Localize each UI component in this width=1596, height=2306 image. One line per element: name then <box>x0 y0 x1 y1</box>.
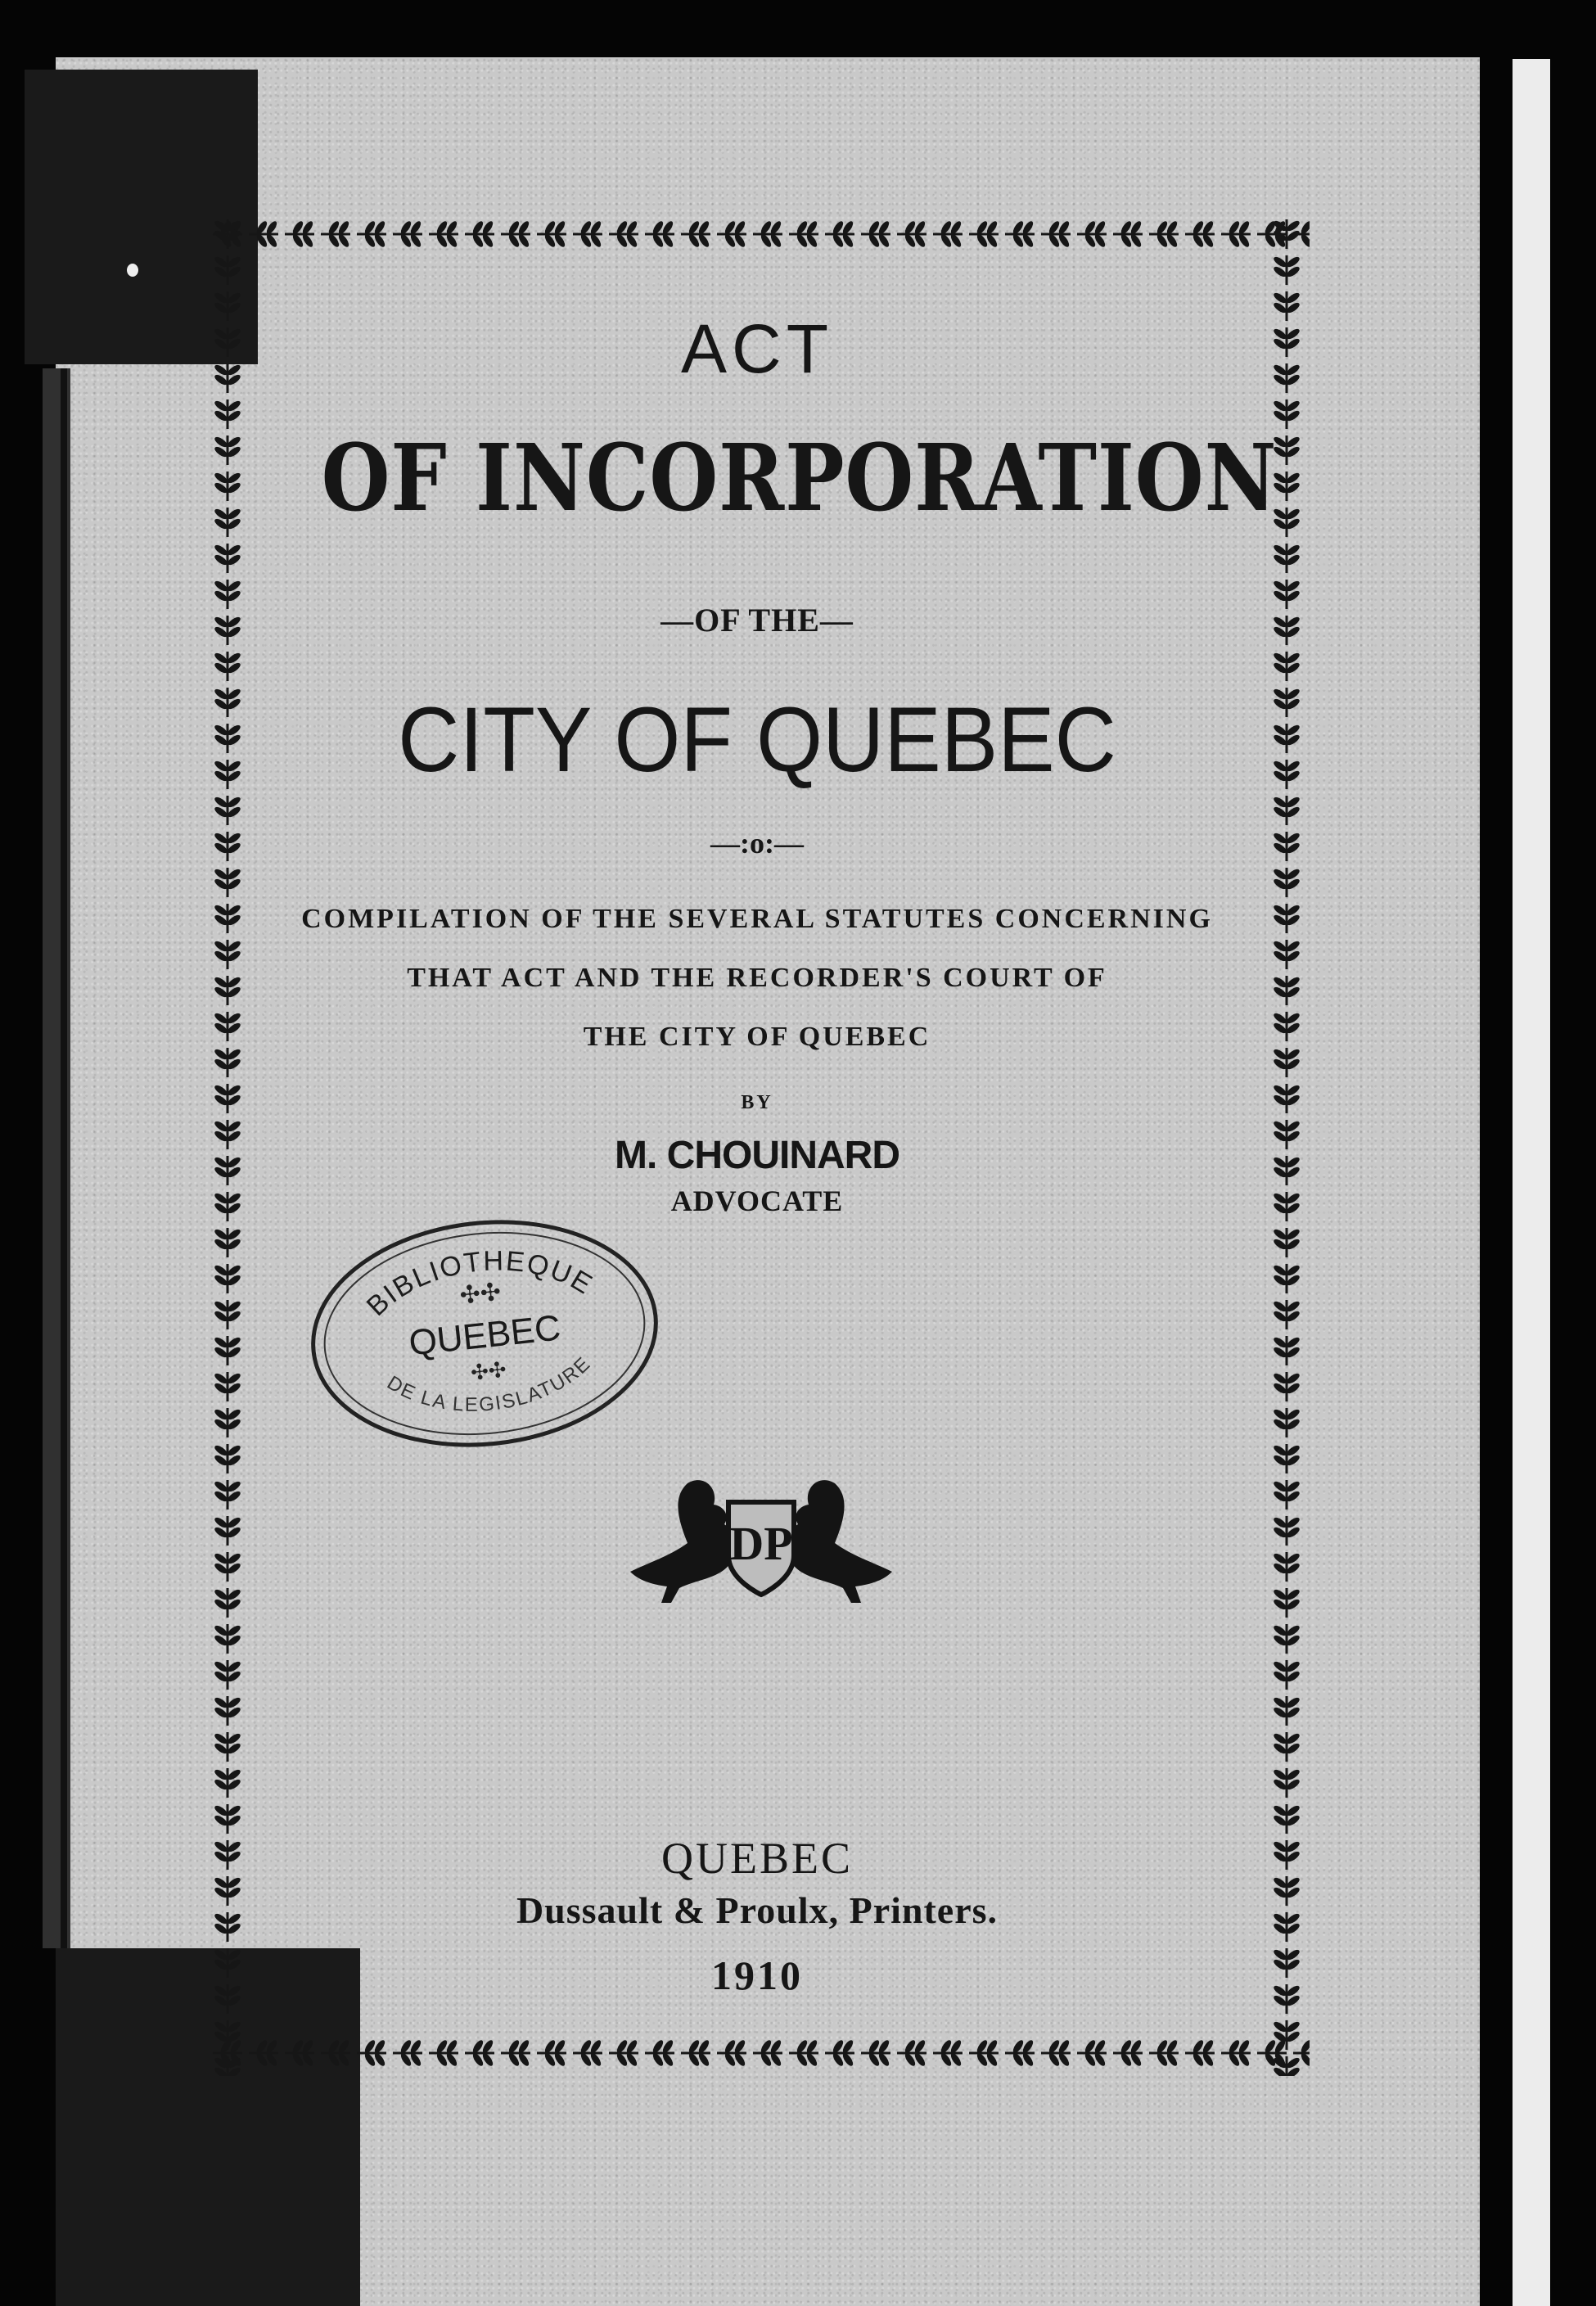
laurel-leaf-icon <box>969 219 999 248</box>
stamp-ornament-icon: ✣✣ <box>458 1278 503 1310</box>
laurel-leaf-icon <box>753 2038 782 2067</box>
laurel-leaf-icon <box>213 1228 241 1257</box>
laurel-leaf-icon <box>1041 219 1071 248</box>
title-of-the: —OF THE— <box>660 602 854 639</box>
laurel-leaf-icon <box>213 544 241 573</box>
title-content <box>250 257 1278 2030</box>
laurel-leaf-icon <box>213 1408 241 1437</box>
laurel-leaf-icon <box>213 1444 241 1473</box>
binding-hole <box>127 264 138 277</box>
laurel-leaf-icon <box>213 760 241 789</box>
description-line-3: THE CITY OF QUEBEC <box>583 1022 931 1052</box>
laurel-leaf-icon <box>1272 291 1301 321</box>
laurel-leaf-icon <box>321 219 350 248</box>
printers-emblem <box>622 1465 900 1604</box>
laurel-leaf-icon <box>213 1048 241 1077</box>
laurel-leaf-icon <box>1272 1516 1301 1546</box>
laurel-leaf-icon <box>213 363 241 393</box>
laurel-leaf-icon <box>213 1876 241 1906</box>
laurel-leaf-icon <box>717 219 746 248</box>
laurel-leaf-icon <box>1272 1228 1301 1257</box>
laurel-leaf-icon <box>213 327 241 357</box>
laurel-leaf-icon <box>1272 1876 1301 1906</box>
laurel-leaf-icon <box>1149 219 1179 248</box>
author-name: M. CHOUINARD <box>615 1134 899 1177</box>
laurel-leaf-icon <box>933 219 963 248</box>
binding-spine-line <box>61 368 67 1948</box>
laurel-leaf-icon <box>1272 1048 1301 1077</box>
laurel-leaf-icon <box>1272 868 1301 897</box>
stamp-bottom-text: DE LA LEGISLATURE <box>383 1352 596 1416</box>
laurel-leaf-icon <box>1272 1912 1301 1942</box>
laurel-leaf-icon <box>1272 1984 1301 2014</box>
laurel-leaf-icon <box>1272 327 1301 357</box>
laurel-leaf-icon <box>213 868 241 897</box>
laurel-leaf-icon <box>285 219 314 248</box>
laurel-leaf-icon <box>213 291 241 321</box>
ornament-separator: —:o:— <box>710 827 804 860</box>
laurel-leaf-icon <box>213 1588 241 1618</box>
laurel-leaf-icon <box>213 1516 241 1546</box>
border-top-laurel <box>205 211 1310 257</box>
laurel-leaf-icon <box>1077 2038 1107 2067</box>
laurel-leaf-icon <box>1272 1192 1301 1221</box>
laurel-leaf-icon <box>213 1156 241 1185</box>
laurel-leaf-icon <box>1272 1696 1301 1726</box>
laurel-leaf-icon <box>1272 255 1301 285</box>
laurel-leaf-icon <box>753 219 782 248</box>
laurel-leaf-icon <box>1272 219 1301 249</box>
laurel-leaf-icon <box>1221 219 1251 248</box>
laurel-leaf-icon <box>213 724 241 753</box>
laurel-leaf-icon <box>213 1768 241 1798</box>
author-title: ADVOCATE <box>670 1185 844 1217</box>
laurel-leaf-icon <box>1272 1840 1301 1870</box>
laurel-leaf-icon <box>1272 796 1301 825</box>
laurel-leaf-icon <box>1272 1624 1301 1654</box>
laurel-leaf-icon <box>213 219 241 249</box>
laurel-leaf-icon <box>1113 219 1143 248</box>
laurel-leaf-icon <box>213 1732 241 1762</box>
publication-year: 1910 <box>711 1952 803 1998</box>
laurel-leaf-icon <box>213 1912 241 1942</box>
laurel-leaf-icon <box>1077 219 1107 248</box>
laurel-leaf-icon <box>1272 1732 1301 1762</box>
laurel-leaf-icon <box>213 1480 241 1510</box>
laurel-leaf-icon <box>1005 219 1035 248</box>
laurel-leaf-icon <box>357 219 386 248</box>
laurel-leaf-icon <box>213 1120 241 1149</box>
laurel-leaf-icon <box>1272 1084 1301 1113</box>
stamp-ornament-icon-2: ✣✣ <box>469 1357 508 1385</box>
laurel-leaf-icon <box>213 1624 241 1654</box>
stamp-top-text: BIBLIOTHEQUE <box>360 1245 599 1323</box>
laurel-leaf-icon <box>1272 1948 1301 1978</box>
laurel-leaf-icon <box>789 2038 818 2067</box>
laurel-leaf-icon <box>1272 2020 1301 2050</box>
emblem-monogram: DP <box>729 1517 793 1570</box>
printers-line: Dussault & Proulx, Printers. <box>516 1889 999 1931</box>
laurel-leaf-icon <box>1272 1480 1301 1510</box>
laurel-leaf-icon <box>213 1372 241 1401</box>
laurel-leaf-icon <box>897 2038 926 2067</box>
laurel-leaf-icon <box>717 2038 746 2067</box>
laurel-leaf-icon <box>537 219 566 248</box>
laurel-leaf-icon <box>213 1840 241 1870</box>
description-line-1: COMPILATION OF THE SEVERAL STATUTES CONCERNING <box>301 904 1213 934</box>
laurel-leaf-icon <box>249 2038 278 2067</box>
laurel-leaf-icon <box>1272 1336 1301 1365</box>
laurel-leaf-icon <box>609 2038 638 2067</box>
laurel-leaf-icon <box>1221 2038 1251 2067</box>
laurel-leaf-icon <box>213 940 241 969</box>
laurel-leaf-icon <box>213 652 241 681</box>
laurel-leaf-icon <box>609 219 638 248</box>
laurel-leaf-icon <box>501 219 530 248</box>
laurel-leaf-icon <box>213 2056 241 2076</box>
laurel-leaf-icon <box>213 1948 241 1978</box>
laurel-leaf-icon <box>1272 1156 1301 1185</box>
laurel-leaf-icon <box>213 1696 241 1726</box>
laurel-leaf-icon <box>213 1660 241 1690</box>
laurel-leaf-icon <box>213 1300 241 1329</box>
laurel-leaf-icon <box>1272 1120 1301 1149</box>
laurel-leaf-icon <box>1272 1768 1301 1798</box>
laurel-leaf-icon <box>213 976 241 1005</box>
laurel-leaf-icon <box>429 219 458 248</box>
stamp-middle-text: QUEBEC <box>407 1307 563 1364</box>
laurel-leaf-icon <box>1272 1408 1301 1437</box>
title-incorporation: OF INCORPORATION <box>321 425 1278 532</box>
laurel-leaf-icon <box>393 219 422 248</box>
laurel-leaf-icon <box>969 2038 999 2067</box>
laurel-leaf-icon <box>213 1192 241 1221</box>
description-line-2: THAT ACT AND THE RECORDER'S COURT OF <box>407 963 1107 993</box>
laurel-leaf-icon <box>681 2038 710 2067</box>
laurel-leaf-icon <box>213 904 241 933</box>
laurel-leaf-icon <box>213 1552 241 1582</box>
laurel-leaf-icon <box>1272 544 1301 573</box>
laurel-leaf-icon <box>789 219 818 248</box>
laurel-leaf-icon <box>285 2038 314 2067</box>
laurel-leaf-icon <box>1272 1300 1301 1329</box>
laurel-leaf-icon <box>1272 904 1301 933</box>
laurel-leaf-icon <box>249 219 278 248</box>
svg-text:BIBLIOTHEQUE <box>357 1234 602 1324</box>
griffin-right-icon <box>787 1480 892 1603</box>
laurel-leaf-icon <box>645 219 674 248</box>
laurel-leaf-icon <box>861 2038 890 2067</box>
laurel-leaf-icon <box>645 2038 674 2067</box>
laurel-leaf-icon <box>861 219 890 248</box>
page-edge-strip <box>1513 59 1550 2306</box>
laurel-leaf-icon <box>933 2038 963 2067</box>
laurel-leaf-icon <box>213 508 241 537</box>
laurel-leaf-icon <box>213 1336 241 1365</box>
laurel-leaf-icon <box>213 832 241 861</box>
laurel-leaf-icon <box>501 2038 530 2067</box>
laurel-leaf-icon <box>213 435 241 465</box>
laurel-leaf-icon <box>1272 363 1301 393</box>
laurel-leaf-icon <box>1272 1660 1301 1690</box>
laurel-leaf-icon <box>213 1804 241 1834</box>
laurel-leaf-icon <box>1272 940 1301 969</box>
by-line: BY <box>741 1092 773 1113</box>
laurel-leaf-icon <box>537 2038 566 2067</box>
laurel-leaf-icon <box>357 2038 386 2067</box>
laurel-leaf-icon <box>213 2020 241 2050</box>
laurel-leaf-icon <box>213 580 241 609</box>
laurel-leaf-icon <box>1185 219 1215 248</box>
laurel-leaf-icon <box>393 2038 422 2067</box>
title-city: CITY OF QUEBEC <box>398 688 1116 791</box>
laurel-leaf-icon <box>1272 580 1301 609</box>
laurel-leaf-icon <box>681 219 710 248</box>
laurel-leaf-icon <box>1272 1804 1301 1834</box>
laurel-leaf-icon <box>573 219 602 248</box>
laurel-leaf-icon <box>1272 1372 1301 1401</box>
laurel-leaf-icon <box>213 1084 241 1113</box>
laurel-leaf-icon <box>1272 1588 1301 1618</box>
laurel-leaf-icon <box>213 616 241 645</box>
laurel-leaf-icon <box>1272 1264 1301 1293</box>
laurel-leaf-icon <box>1272 832 1301 861</box>
griffin-left-icon <box>630 1480 736 1603</box>
title-act: ACT <box>681 310 833 387</box>
laurel-leaf-icon <box>1113 2038 1143 2067</box>
laurel-leaf-icon <box>213 796 241 825</box>
border-bottom-laurel <box>205 2030 1310 2076</box>
laurel-leaf-icon <box>1272 760 1301 789</box>
laurel-leaf-icon <box>1005 2038 1035 2067</box>
laurel-leaf-icon <box>1272 652 1301 681</box>
border-left-laurel <box>205 211 250 2076</box>
laurel-leaf-icon <box>321 2038 350 2067</box>
laurel-leaf-icon <box>573 2038 602 2067</box>
laurel-leaf-icon <box>1272 724 1301 753</box>
laurel-leaf-icon <box>213 255 241 285</box>
laurel-leaf-icon <box>1041 2038 1071 2067</box>
laurel-leaf-icon <box>897 219 926 248</box>
laurel-leaf-icon <box>1185 2038 1215 2067</box>
laurel-leaf-icon <box>465 2038 494 2067</box>
publisher-city: QUEBEC <box>661 1834 853 1883</box>
laurel-leaf-icon <box>1149 2038 1179 2067</box>
laurel-leaf-icon <box>213 472 241 501</box>
laurel-leaf-icon <box>1272 616 1301 645</box>
laurel-leaf-icon <box>213 399 241 429</box>
laurel-leaf-icon <box>1272 1444 1301 1473</box>
laurel-leaf-icon <box>1272 2056 1301 2076</box>
laurel-leaf-icon <box>213 1984 241 2014</box>
laurel-leaf-icon <box>213 688 241 717</box>
laurel-leaf-icon <box>825 2038 854 2067</box>
laurel-leaf-icon <box>1272 1552 1301 1582</box>
laurel-leaf-icon <box>1272 688 1301 717</box>
laurel-leaf-icon <box>825 219 854 248</box>
laurel-leaf-icon <box>1272 976 1301 1005</box>
ornamental-border <box>205 211 1310 2076</box>
laurel-leaf-icon <box>465 219 494 248</box>
laurel-leaf-icon <box>213 1264 241 1293</box>
laurel-leaf-icon <box>1272 1012 1301 1041</box>
laurel-leaf-icon <box>429 2038 458 2067</box>
laurel-leaf-icon <box>213 1012 241 1041</box>
library-stamp <box>296 1200 672 1467</box>
